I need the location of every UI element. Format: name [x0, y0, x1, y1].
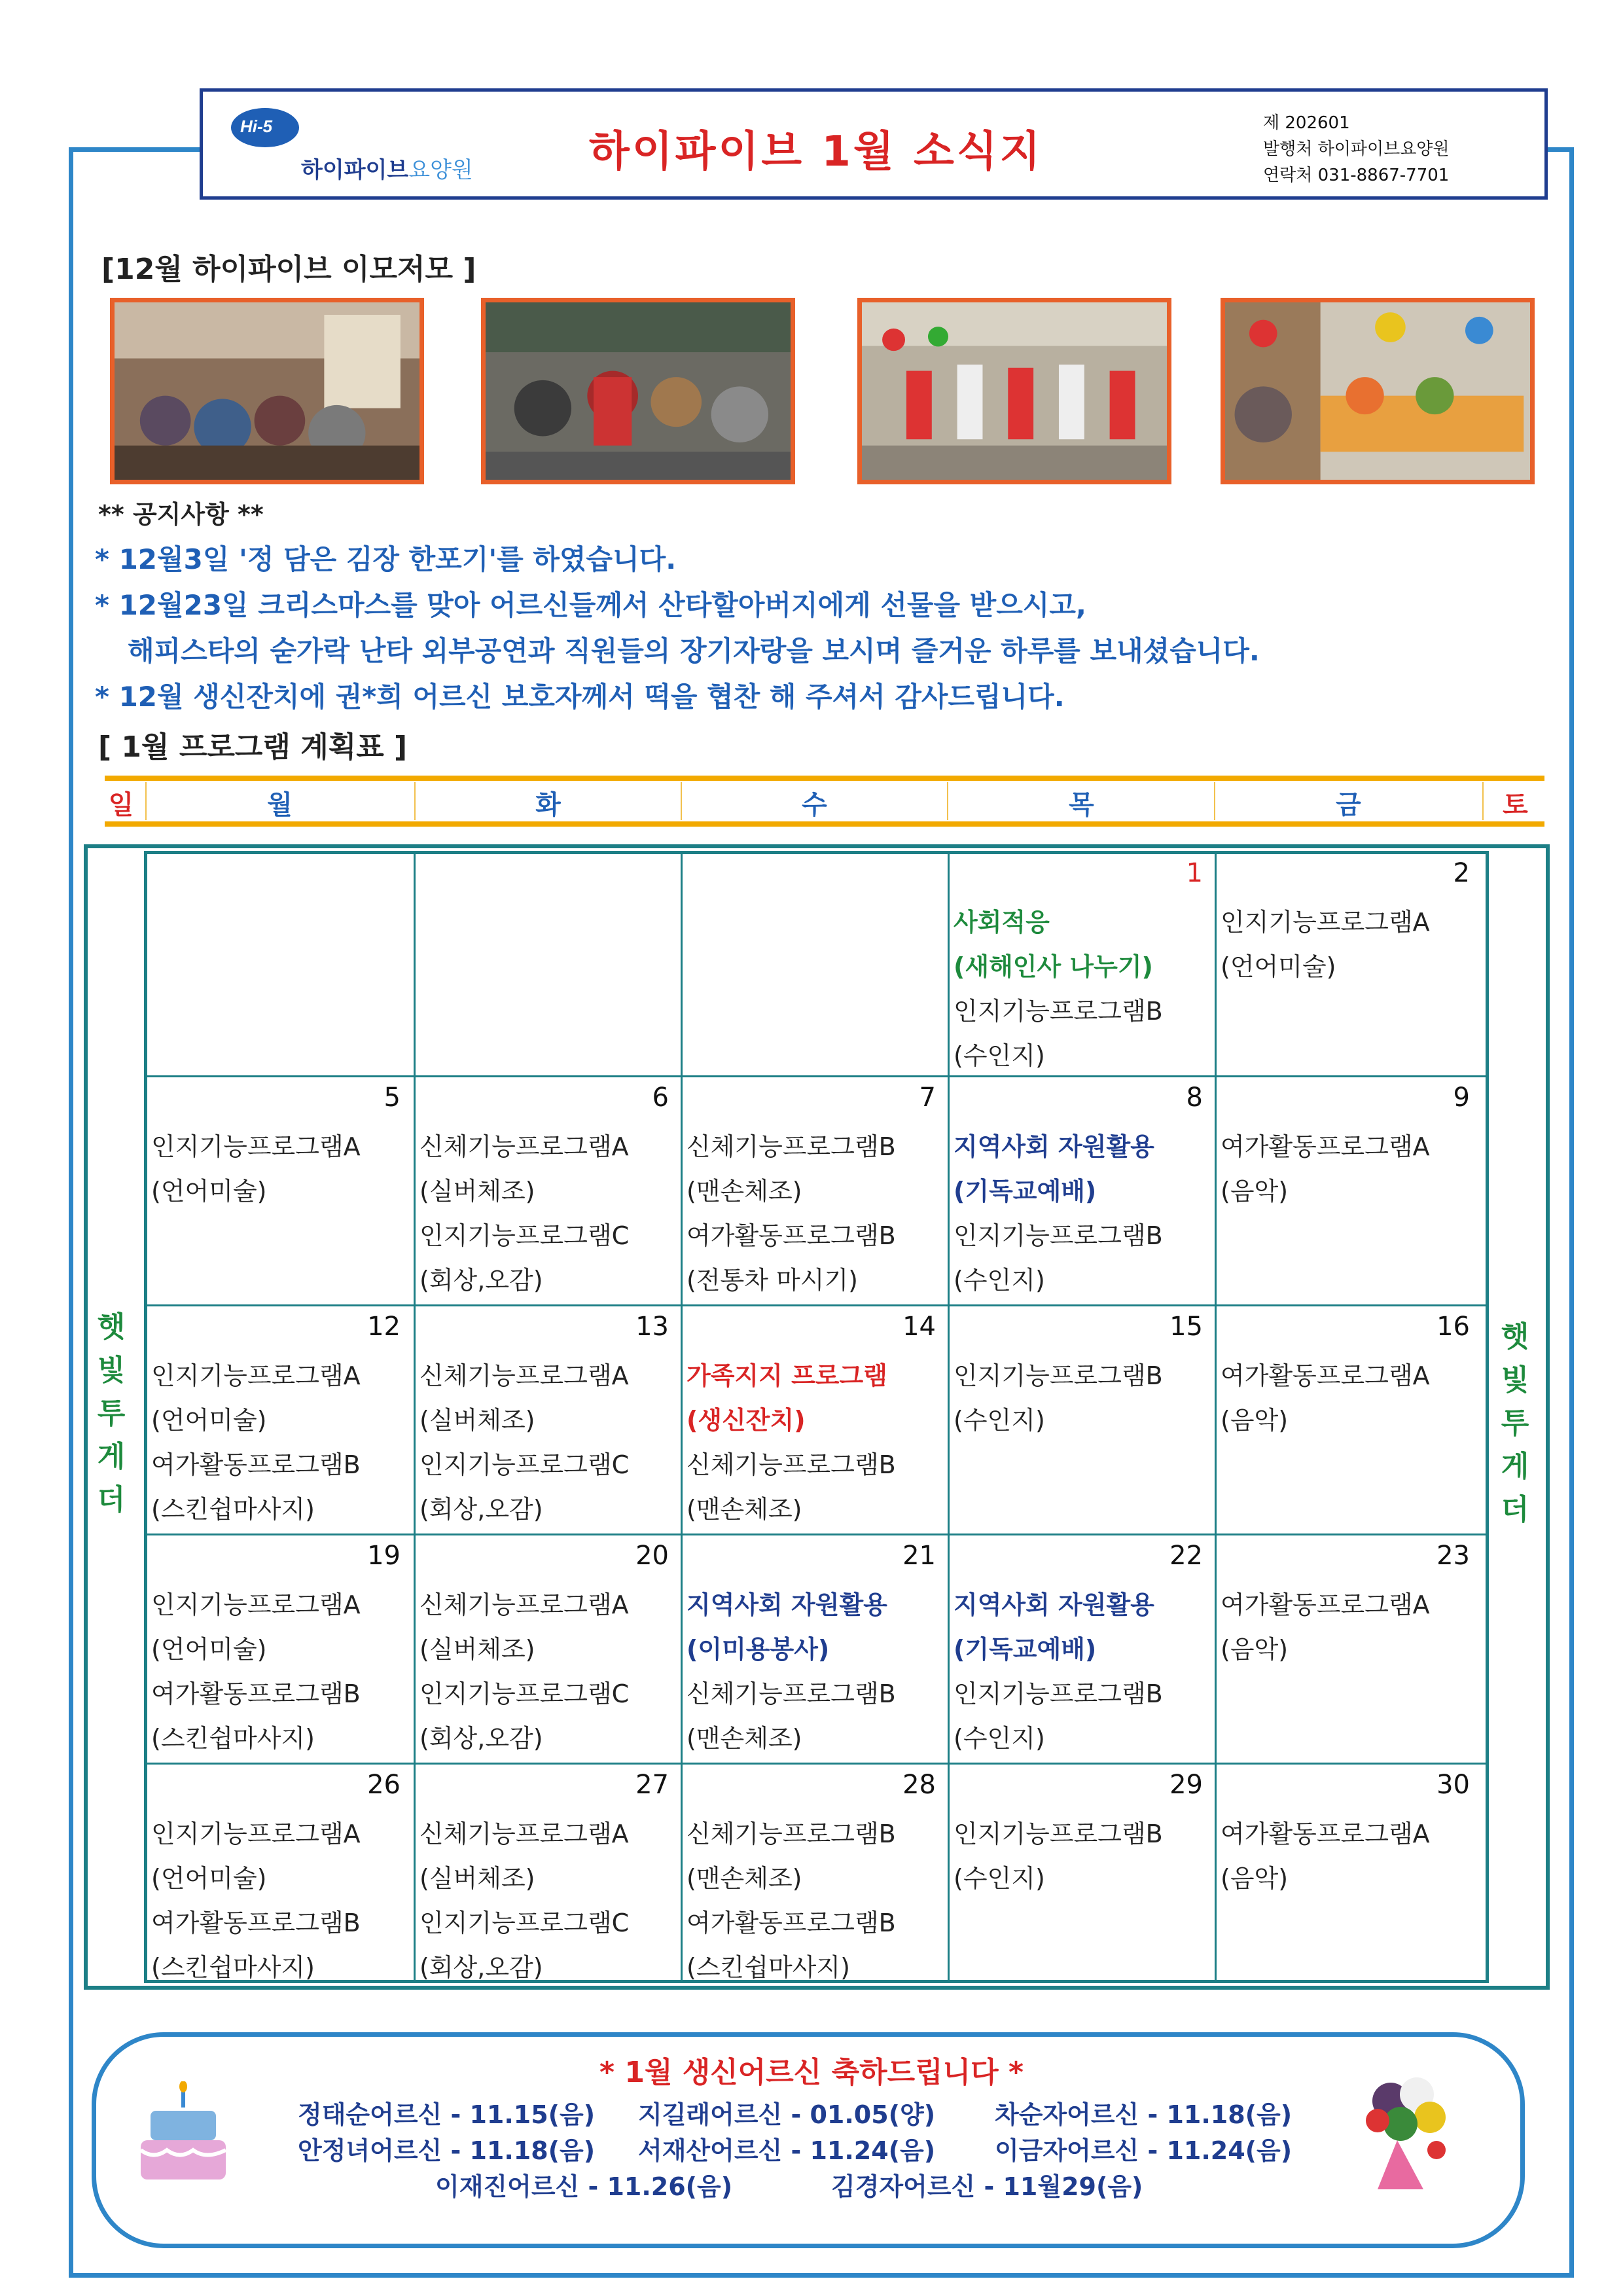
calendar-cell-jan-8 [950, 1079, 1208, 1301]
activity-line: (수인지) [954, 1406, 1045, 1435]
activity-line: (기독교예배) [954, 1177, 1097, 1206]
activity-line: 여가활동프로그램A [1221, 1361, 1430, 1390]
activity-line: 여가활동프로그램A [1221, 1590, 1430, 1619]
activity-line: (스킨쉽마사지) [151, 1724, 315, 1753]
day-header-top-rule [105, 776, 1544, 781]
party-photo-icon [115, 302, 419, 480]
grid-hline [144, 1304, 1489, 1306]
activity-line: 지역사회 자원활용 [687, 1590, 887, 1619]
cell-activities [687, 1124, 896, 1302]
publisher: 발행처 하이파이브요양원 [1263, 139, 1450, 159]
cell-activities [419, 1583, 629, 1761]
activity-line: 여가활동프로그램A [1221, 1820, 1430, 1848]
activity-line: (생신잔치) [687, 1406, 806, 1435]
side-text-right [1495, 1316, 1535, 1532]
activity-line: 인지기능프로그램A [151, 1132, 361, 1161]
activity-line: (수인지) [954, 1266, 1045, 1295]
activity-line: 여가활동프로그램A [1221, 1132, 1430, 1161]
photo-santa [481, 298, 795, 484]
photo-dance [857, 298, 1171, 484]
side-char: 더 [97, 1483, 126, 1516]
calendar-cell-empty [147, 854, 406, 1077]
cell-activities [419, 1812, 629, 1990]
calendar-cell-jan-13 [416, 1308, 674, 1530]
activity-line: 인지기능프로그램A [1221, 908, 1430, 937]
photo-food [1221, 298, 1535, 484]
day-number: 6 [652, 1083, 669, 1113]
activity-line: 신체기능프로그램B [687, 1679, 896, 1708]
calendar-cell-jan-26 [147, 1766, 406, 1988]
activity-line: 여가활동프로그램B [151, 1679, 361, 1708]
activity-line: 인지기능프로그램C [419, 1221, 630, 1250]
activity-line: 인지기능프로그램A [151, 1590, 361, 1619]
side-char: 빛 [97, 1354, 126, 1387]
activity-line: 인지기능프로그램C [419, 1679, 630, 1708]
activity-line: (실버체조) [419, 1406, 535, 1435]
calendar-cell-jan-27 [416, 1766, 674, 1988]
activity-line: (수인지) [954, 1724, 1045, 1753]
issue-info [1263, 110, 1450, 188]
calendar-cell-jan-29 [950, 1766, 1208, 1988]
notice-item-2: * 12월23일 크리스마스를 맞아 어르신들께서 산타할아버지에게 선물을 받으시고, [95, 589, 1086, 621]
calendar-cell-jan-30 [1217, 1766, 1475, 1988]
cell-activities [954, 1812, 1163, 1901]
newsletter-title: 하이파이브 1월 소식지 [589, 128, 1043, 176]
day-number: 5 [383, 1083, 401, 1113]
birthday-name: 이금자어르신 - 11.24(음) [995, 2136, 1293, 2165]
day-number: 29 [1169, 1770, 1203, 1800]
activity-line: (전통차 마시기) [687, 1266, 858, 1295]
activity-line: (음악) [1221, 1635, 1289, 1664]
activity-line: (맨손체조) [687, 1177, 802, 1206]
cell-activities [1221, 1812, 1430, 1901]
calendar-cell-jan-28 [683, 1766, 941, 1988]
santa-photo-icon [486, 302, 791, 480]
notice-item-1: * 12월3일 '정 담은 김장 한포기'를 하였습니다. [95, 543, 677, 575]
activity-line: 인지기능프로그램B [954, 1820, 1163, 1848]
birthday-cake-icon [134, 2081, 232, 2186]
day-number: 20 [635, 1541, 669, 1571]
side-char: 햇 [97, 1310, 126, 1344]
activity-line: (음악) [1221, 1406, 1289, 1435]
activity-line: (언어미술) [151, 1177, 267, 1206]
activity-line: 여가활동프로그램B [151, 1909, 361, 1937]
calendar-cell-empty [683, 854, 941, 1077]
calendar-cell-jan-9 [1217, 1079, 1475, 1301]
cell-activities [954, 900, 1163, 1078]
activity-line: 지역사회 자원활용 [954, 1590, 1154, 1619]
dance-photo-icon [862, 302, 1167, 480]
activity-line: 가족지지 프로그램 [687, 1361, 887, 1390]
activity-line: (회상,오감) [419, 1724, 543, 1753]
activity-line: (새해인사 나누기) [954, 952, 1153, 981]
gallery-heading: [12월 하이파이브 이모저모 ] [101, 253, 476, 286]
activity-line: (음악) [1221, 1177, 1289, 1206]
day-number: 15 [1169, 1312, 1203, 1342]
activity-line: 인지기능프로그램B [954, 1221, 1163, 1250]
side-char: 더 [1501, 1493, 1529, 1526]
activity-line: (스킨쉽마사지) [151, 1495, 315, 1524]
calendar-cell-jan-5 [147, 1079, 406, 1301]
birthday-name: 정태순어르신 - 11.15(음) [298, 2100, 596, 2129]
notice-item-4: * 12월 생신잔치에 권*희 어르신 보호자께서 떡을 협찬 해 주셔서 감사드립니다. [95, 681, 1065, 713]
notice-item-3: 해피스타의 숟가락 난타 외부공연과 직원들의 장기자랑을 보시며 즐거운 하루를 보내셨습니다. [128, 635, 1260, 667]
day-number: 16 [1436, 1312, 1470, 1342]
issue-number: 제 202601 [1263, 113, 1350, 133]
flower-bouquet-icon [1351, 2062, 1469, 2193]
calendar-cell-jan-22 [950, 1537, 1208, 1759]
day-number: 14 [902, 1312, 936, 1342]
activity-line: 신체기능프로그램B [687, 1132, 896, 1161]
day-number: 21 [902, 1541, 936, 1571]
activity-line: (스킨쉽마사지) [151, 1953, 315, 1982]
birthday-name: 안정녀어르신 - 11.18(음) [298, 2136, 596, 2165]
calendar-cell-jan-16 [1217, 1308, 1475, 1530]
activity-line: (이미용봉사) [687, 1635, 830, 1664]
activity-line: 인지기능프로그램B [954, 1679, 1163, 1708]
cell-activities [151, 1812, 361, 1990]
calendar-cell-jan-2 [1217, 854, 1475, 1077]
birthday-name: 차순자어르신 - 11.18(음) [995, 2100, 1293, 2129]
side-char: 빛 [1501, 1363, 1529, 1397]
day-separator [145, 782, 147, 820]
side-char: 햇 [1501, 1320, 1529, 1354]
cell-activities [419, 1124, 629, 1302]
day-sun: 일 [108, 790, 134, 820]
birthday-name: 서재산어르신 - 11.24(음) [638, 2136, 936, 2165]
day-wed: 수 [802, 790, 827, 820]
activity-line: (언어미술) [151, 1635, 267, 1664]
activity-line: (맨손체조) [687, 1724, 802, 1753]
activity-line: (실버체조) [419, 1177, 535, 1206]
calendar-cell-jan-21 [683, 1537, 941, 1759]
day-fri: 금 [1336, 790, 1361, 820]
side-char: 게 [97, 1440, 126, 1473]
day-number: 22 [1169, 1541, 1203, 1571]
activity-line: 인지기능프로그램C [419, 1450, 630, 1479]
cell-activities [151, 1124, 361, 1213]
cell-activities [687, 1354, 896, 1532]
day-separator [947, 782, 948, 820]
activity-line: (회상,오감) [419, 1953, 543, 1982]
day-header-bottom-rule [105, 821, 1544, 827]
calendar-cell-empty [416, 854, 674, 1077]
day-number: 7 [919, 1083, 936, 1113]
activity-line: 사회적응 [954, 908, 1050, 937]
notice-title: ** 공지사항 ** [98, 500, 264, 529]
calendar-cell-jan-19 [147, 1537, 406, 1759]
day-number: 13 [635, 1312, 669, 1342]
cell-activities [1221, 900, 1430, 989]
calendar-cell-jan-15 [950, 1308, 1208, 1530]
activity-line: 신체기능프로그램A [419, 1132, 629, 1161]
activity-line: (맨손체조) [687, 1495, 802, 1524]
calendar-cell-jan-6 [416, 1079, 674, 1301]
activity-line: (맨손체조) [687, 1864, 802, 1893]
calendar-cell-jan-7 [683, 1079, 941, 1301]
side-char: 게 [1501, 1450, 1529, 1483]
activity-line: 신체기능프로그램A [419, 1820, 629, 1848]
activity-line: 신체기능프로그램A [419, 1590, 629, 1619]
day-separator [1482, 782, 1484, 820]
activity-line: (음악) [1221, 1864, 1289, 1893]
day-number: 23 [1436, 1541, 1470, 1571]
day-number: 8 [1186, 1083, 1203, 1113]
cell-activities [419, 1354, 629, 1532]
logo-name-sub: 요양원 [408, 157, 473, 183]
day-number: 12 [367, 1312, 401, 1342]
activity-line: 인지기능프로그램A [151, 1361, 361, 1390]
cell-activities [954, 1354, 1163, 1443]
day-separator [1214, 782, 1215, 820]
cell-activities [687, 1812, 896, 1990]
cell-activities [1221, 1354, 1430, 1443]
cell-activities [954, 1583, 1163, 1761]
activity-line: 인지기능프로그램A [151, 1820, 361, 1848]
birthday-name: 김경자어르신 - 11월29(음) [831, 2172, 1143, 2201]
grid-hline [144, 1763, 1489, 1765]
logo-mark-text: Hi-5 [240, 117, 273, 136]
activity-line: 신체기능프로그램B [687, 1450, 896, 1479]
calendar-cell-jan-14 [683, 1308, 941, 1530]
contact: 연락처 031-8867-7701 [1263, 166, 1450, 185]
day-sat: 토 [1503, 790, 1528, 820]
day-number: 9 [1453, 1083, 1470, 1113]
activity-line: (실버체조) [419, 1864, 535, 1893]
food-photo-icon [1225, 302, 1530, 480]
side-char: 투 [1501, 1407, 1529, 1440]
activity-line: (수인지) [954, 1864, 1045, 1893]
activity-line: (언어미술) [151, 1864, 267, 1893]
birthday-title: * 1월 생신어르신 축하드립니다 * [599, 2056, 1024, 2089]
activity-line: 신체기능프로그램B [687, 1820, 896, 1848]
activity-line: 인지기능프로그램C [419, 1909, 630, 1937]
day-number: 26 [367, 1770, 401, 1800]
activity-line: 여가활동프로그램B [687, 1909, 896, 1937]
day-number: 1 [1186, 858, 1203, 888]
cell-activities [151, 1354, 361, 1532]
cell-activities [151, 1583, 361, 1761]
activity-line: 여가활동프로그램B [151, 1450, 361, 1479]
activity-line: (스킨쉽마사지) [687, 1953, 850, 1982]
cell-activities [1221, 1583, 1430, 1672]
birthday-name: 이재진어르신 - 11.26(음) [435, 2172, 733, 2201]
day-tue: 화 [535, 790, 561, 820]
activity-line: 지역사회 자원활용 [954, 1132, 1154, 1161]
side-text-left [92, 1306, 131, 1522]
program-heading: [ 1월 프로그램 계획표 ] [98, 730, 408, 764]
activity-line: (실버체조) [419, 1635, 535, 1664]
activity-line: 여가활동프로그램B [687, 1221, 896, 1250]
calendar-cell-jan-23 [1217, 1537, 1475, 1759]
activity-line: 인지기능프로그램B [954, 997, 1163, 1026]
activity-line: (회상,오감) [419, 1495, 543, 1524]
day-mon: 월 [267, 790, 293, 820]
logo-name [301, 152, 473, 184]
activity-line: (수인지) [954, 1041, 1045, 1070]
calendar-cell-jan-12 [147, 1308, 406, 1530]
activity-line: 신체기능프로그램A [419, 1361, 629, 1390]
calendar-cell-jan-20 [416, 1537, 674, 1759]
side-char: 투 [97, 1397, 126, 1430]
day-number: 30 [1436, 1770, 1470, 1800]
cell-activities [954, 1124, 1163, 1302]
day-number: 2 [1453, 858, 1470, 888]
logo-name-main: 하이파이브 [301, 157, 409, 183]
cell-activities [687, 1583, 896, 1761]
day-number: 27 [635, 1770, 669, 1800]
grid-hline [144, 1534, 1489, 1535]
photo-party [110, 298, 424, 484]
activity-line: (언어미술) [151, 1406, 267, 1435]
activity-line: (언어미술) [1221, 952, 1336, 981]
calendar-cell-jan-1 [950, 854, 1208, 1077]
activity-line: (기독교예배) [954, 1635, 1097, 1664]
activity-line: (회상,오감) [419, 1266, 543, 1295]
day-number: 28 [902, 1770, 936, 1800]
activity-line: 인지기능프로그램B [954, 1361, 1163, 1390]
cell-activities [1221, 1124, 1430, 1213]
day-number: 19 [367, 1541, 401, 1571]
birthday-name: 지길래어르신 - 01.05(양) [638, 2100, 936, 2129]
day-thu: 목 [1069, 790, 1094, 820]
